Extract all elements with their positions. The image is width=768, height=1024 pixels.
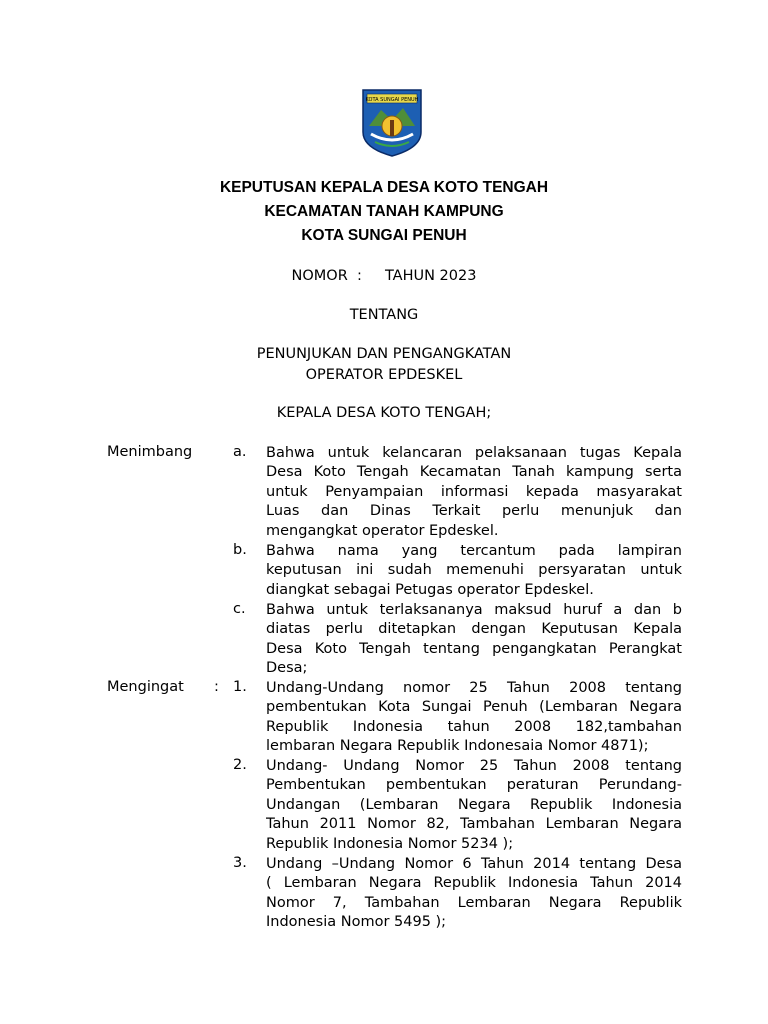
mengingat-item-2-num: 2. [233, 757, 247, 773]
text-line: diangkat sebagai Petugas operator Epdeskel. [266, 581, 594, 598]
title-line-3: KOTA SUNGAI PENUH [301, 227, 467, 244]
tentang-heading: TENTANG [349, 307, 419, 323]
city-emblem-logo [359, 86, 425, 158]
kepala-desa-heading: KEPALA DESA KOTO TENGAH; [276, 405, 492, 421]
text-line: Bahwa untuk terlaksananya maksud huruf a dan b [266, 602, 682, 618]
subject-line-1: PENUNJUKAN DAN PENGANGKATAN [256, 346, 512, 362]
mengingat-item-3-num: 3. [233, 855, 247, 871]
text-line: Bahwa nama yang tercantum pada lampiran [266, 543, 682, 559]
text-line: Undangan (Lembaran Negara Republik Indonesia [266, 796, 682, 813]
text-line: diatas perlu ditetapkan dengan Keputusan Kepala [266, 621, 682, 638]
mengingat-colon: : [214, 679, 219, 695]
text-line: mengangkat operator Epdeskel. [266, 522, 499, 539]
menimbang-label: Menimbang [107, 444, 193, 460]
text-line: Indonesia Nomor 5495 ); [266, 914, 447, 931]
menimbang-item-b-num: b. [233, 542, 247, 558]
text-line: Nomor 7, Tambahan Lembaran Negara Republik [266, 894, 682, 911]
text-line: untuk Penyampaian informasi kepada masyarakat [266, 483, 682, 500]
text-line: Republik Indonesia tahun 2008 182,tambahan [266, 718, 682, 735]
title-line-2: KECAMATAN TANAH KAMPUNG [264, 203, 504, 220]
text-line: Bahwa untuk kelancaran pelaksanaan tugas Kepala [266, 445, 682, 461]
subject-line-2: OPERATOR EPDESKEL [305, 367, 463, 383]
mengingat-item-3 [266, 855, 682, 933]
text-line: Pembentukan pembentukan peraturan Perundang- [266, 777, 682, 794]
text-line: keputusan ini sudah memenuhi persyaratan untuk [266, 562, 682, 579]
text-line: Desa Koto Tengah tentang pengangkatan Perangkat [266, 640, 682, 657]
text-line: Desa Koto Tengah Kecamatan Tanah kampung serta [266, 464, 682, 481]
text-line: pembentukan Kota Sungai Penuh (Lembaran Negara [266, 699, 682, 716]
mengingat-item-1-num: 1. [233, 679, 247, 695]
text-line: Desa; [266, 660, 308, 677]
title-line-1: KEPUTUSAN KEPALA DESA KOTO TENGAH [219, 179, 549, 196]
mengingat-item-2 [266, 757, 682, 854]
menimbang-item-c-num: c. [233, 601, 246, 617]
mengingat-label: Mengingat [107, 679, 184, 695]
menimbang-item-a-num: a. [233, 444, 247, 460]
nomor-line: NOMOR : TAHUN 2023 [291, 268, 477, 284]
menimbang-item-c [266, 601, 682, 679]
text-line: Republik Indonesia Nomor 5234 ); [266, 835, 514, 852]
text-line: Luas dan Dinas Terkait perlu menunjuk dan [266, 503, 682, 520]
text-line: Undang –Undang Nomor 6 Tahun 2014 tentang Desa [266, 856, 682, 872]
text-line: ( Lembaran Negara Republik Indonesia Tahun 2014 [266, 875, 682, 892]
text-line: Undang-Undang nomor 25 Tahun 2008 tentang [266, 680, 682, 696]
menimbang-item-a [266, 444, 682, 541]
menimbang-item-b [266, 542, 682, 600]
text-line: Tahun 2011 Nomor 82, Tambahan Lembaran Negara [266, 816, 682, 833]
text-line: Undang- Undang Nomor 25 Tahun 2008 tentang [266, 758, 682, 774]
logo-text: KOTA SUNGAI PENUH [365, 97, 419, 103]
text-line: lembaran Negara Republik Indonesaia Nomor 4871); [266, 738, 649, 755]
mengingat-item-1 [266, 679, 682, 757]
